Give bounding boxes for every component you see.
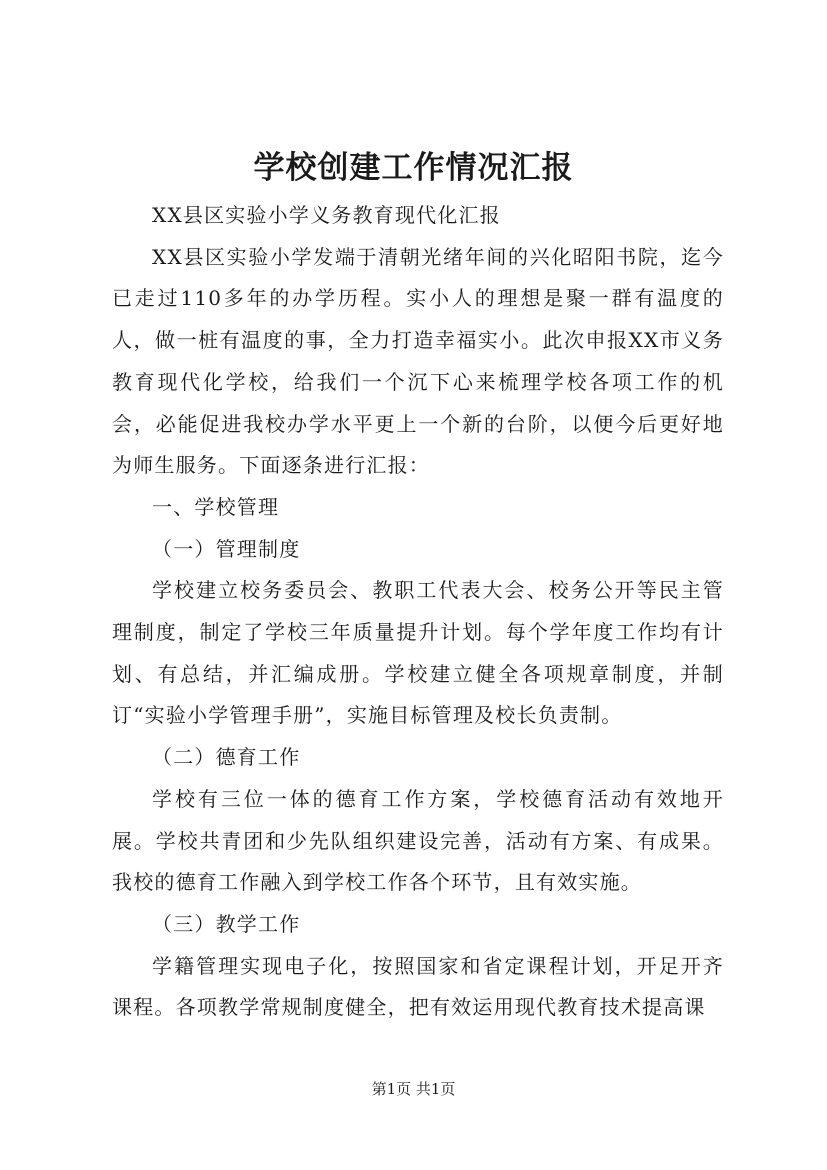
paragraph-teaching: 学籍管理实现电子化，按照国家和省定课程计划，开足开齐课程。各项教学常规制度健全，把有效运用现代教育技术提高课: [112, 953, 724, 1020]
page-footer: 第1页 共1页: [371, 1080, 456, 1098]
subsection-heading-system: （一）管理制度: [152, 536, 301, 561]
subsection-heading-moral: （二）德育工作: [152, 745, 301, 770]
section-heading-management: 一、学校管理: [152, 494, 280, 519]
paragraph-moral: 学校有三位一体的德育工作方案，学校德育活动有效地开展。学校共青团和少先队组织建设完善，活动有方案、有成果。我校的德育工作融入到学校工作各个环节，且有效实施。: [112, 786, 724, 895]
document-body: [112, 195, 724, 1029]
subsection-heading-teaching: （三）教学工作: [152, 911, 301, 936]
paragraph-system: 学校建立校务委员会、教职工代表大会、校务公开等民主管理制度，制定了学校三年质量提升计划。每个学年度工作均有计划、有总结，并汇编成册。学校建立健全各项规章制度，并制订“实验小学管理手册”，实施目标管理及校长负责制。: [112, 578, 724, 728]
paragraph-intro: XX县区实验小学发端于清朝光绪年间的兴化昭阳书院，迄今已走过110多年的办学历程。实小人的理想是聚一群有温度的人，做一桩有温度的事，全力打造幸福实小。此次申报XX市义务教育现代化学校，给我们一个沉下心来梳理学校各项工作的机会，必能促进我校办学水平更上一个新的台阶，以便今后更好地为师生服务。下面逐条进行汇报：: [112, 244, 724, 478]
document-title: 学校创建工作情况汇报: [253, 150, 574, 186]
subtitle: XX县区实验小学义务教育现代化汇报: [152, 203, 501, 227]
